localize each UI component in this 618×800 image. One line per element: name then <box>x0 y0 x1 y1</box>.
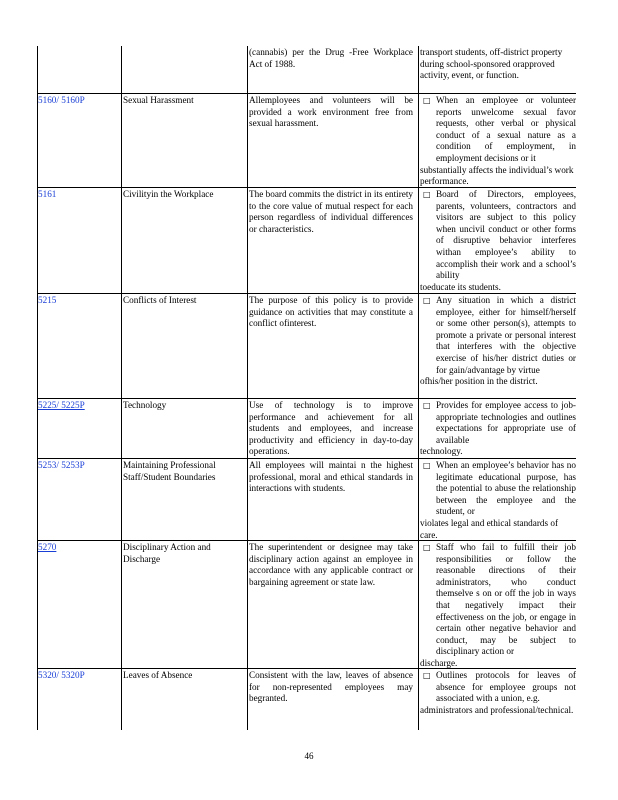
table-divider-2 <box>247 46 248 730</box>
row-notes <box>420 400 576 458</box>
list-item: □ When an employee’s behavior has no legitimate educational purpose, has the potential to abuse the relationship between the employee and the student, or <box>423 460 576 517</box>
row-notes <box>420 460 576 541</box>
list-item: □ Provides for employee access to job-appropriate technologies and outlines expectations for appropriate use of available <box>423 400 576 445</box>
bullet-icon: □ <box>423 543 431 552</box>
notes-continuation: ofhis/her position in the district. <box>420 376 538 387</box>
policy-code <box>38 189 118 201</box>
table-divider-1 <box>121 46 122 730</box>
bullet-icon: □ <box>423 296 431 305</box>
notes-continuation: technology. <box>420 446 463 457</box>
policy-link[interactable]: 5270 <box>38 542 57 552</box>
list-item: □ Outlines protocols for leaves of absence for employee groups not associated with a union, e.g. <box>423 670 576 704</box>
policy-code <box>38 400 118 412</box>
policy-link[interactable]: 5160/ 5160P <box>38 95 85 105</box>
page-number: 46 <box>304 751 314 761</box>
table-border-left <box>37 46 38 730</box>
bullet-icon: □ <box>423 461 431 470</box>
row-divider <box>37 458 576 459</box>
policy-code <box>38 95 118 107</box>
row-description: The purpose of this policy is to provide guidance on activities that may constitute a conflict ofinterest. <box>249 295 413 329</box>
policy-link[interactable]: 5253/ 5253P <box>38 460 85 470</box>
row-notes <box>420 47 576 82</box>
row-notes <box>420 95 576 188</box>
policy-link[interactable]: 5215 <box>38 295 57 305</box>
row-description: The superintendent or designee may take disciplinary action against an employee in accordance with any applicable contract or bargaining agreement or state law. <box>249 542 413 587</box>
row-divider <box>37 398 576 399</box>
policy-topic: Technology <box>123 400 167 410</box>
bullet-icon: □ <box>423 96 431 105</box>
policy-code <box>38 295 118 307</box>
row-notes <box>420 670 576 716</box>
policy-topic: Disciplinary Action and Discharge <box>123 542 211 564</box>
policy-code <box>38 460 118 472</box>
row-notes <box>420 542 576 670</box>
list-item: □ Any situation in which a district employee, either for himself/herself or some other person(s), attempts to promote a private or personal interest that interferes with the objective exercise of his/her district duties or for gain/advantage by virtue <box>423 295 576 375</box>
row-divider <box>37 93 576 94</box>
policy-topic: Maintaining Professional Staff/Student Boundaries <box>123 460 216 482</box>
policy-topic: Leaves of Absence <box>123 670 193 680</box>
notes-continuation: toeducate its students. <box>420 281 501 292</box>
row-notes <box>420 295 576 388</box>
row-description: (cannabis) per the Drug -Free Workplace Act of 1988. <box>249 47 413 69</box>
policy-code <box>38 670 118 682</box>
bullet-icon: □ <box>423 401 431 410</box>
row-notes <box>420 189 576 293</box>
policy-link[interactable]: 5225/ 5225P <box>38 400 85 410</box>
notes-continuation: discharge. <box>420 657 458 668</box>
notes-continuation: transport students, off-district property during school-sponsored orapproved activity, event, or function. <box>420 47 563 81</box>
policy-topic: Civilityin the Workplace <box>123 189 214 199</box>
row-description: Use of technology is to improve performance and achievement for all students and employees, and increase productivity and efficiency in day-to-day operations. <box>249 400 413 457</box>
row-description: Allemployees and volunteers will be provided a work environment free from sexual harassment. <box>249 95 413 129</box>
row-description: Consistent with the law, leaves of absence for non-represented employees may begranted. <box>249 670 413 704</box>
bullet-icon: □ <box>423 671 431 680</box>
list-item: □ When an employee or volunteer reports unwelcome sexual favor requests, other verbal or physical conduct of a sexual nature as a condition of employment, in employment decisions or it <box>423 95 576 163</box>
list-item: □ Board of Directors, employees, parents, volunteers, contractors and visitors are subject to this policy when uncivil conduct or other forms of disruptive behavior interferes withan employee’s ability to accomplish their work and a school’s ability <box>423 189 576 281</box>
policy-topic: Conflicts of Interest <box>123 295 197 305</box>
bullet-icon: □ <box>423 190 431 199</box>
notes-continuation: violates legal and ethical standards of care. <box>420 517 559 540</box>
notes-continuation: administrators and professional/technical. <box>420 704 574 715</box>
list-item: □ Staff who fail to fulfill their job responsibilities or follow the reasonable directions of their administrators, who conduct themselve s on or off the job in ways that negatively impact their effectiveness on the job, or engage in certain other negative behavior and conduct, may be subject to disciplinary action or <box>423 542 576 657</box>
row-description: All employees will maintai n the highest professional, moral and ethical standards in interactions with students. <box>249 460 413 494</box>
policy-link[interactable]: 5320/ 5320P <box>38 670 85 680</box>
table-divider-3 <box>418 46 419 730</box>
policy-link[interactable]: 5161 <box>38 189 57 199</box>
policy-topic: Sexual Harassment <box>123 95 194 105</box>
policy-code <box>38 542 118 554</box>
notes-continuation: substantially affects the individual’s work performance. <box>420 164 574 187</box>
row-description: The board commits the district in its entirety to the core value of mutual respect for each person regardless of individual differences or characteristics. <box>249 189 413 234</box>
